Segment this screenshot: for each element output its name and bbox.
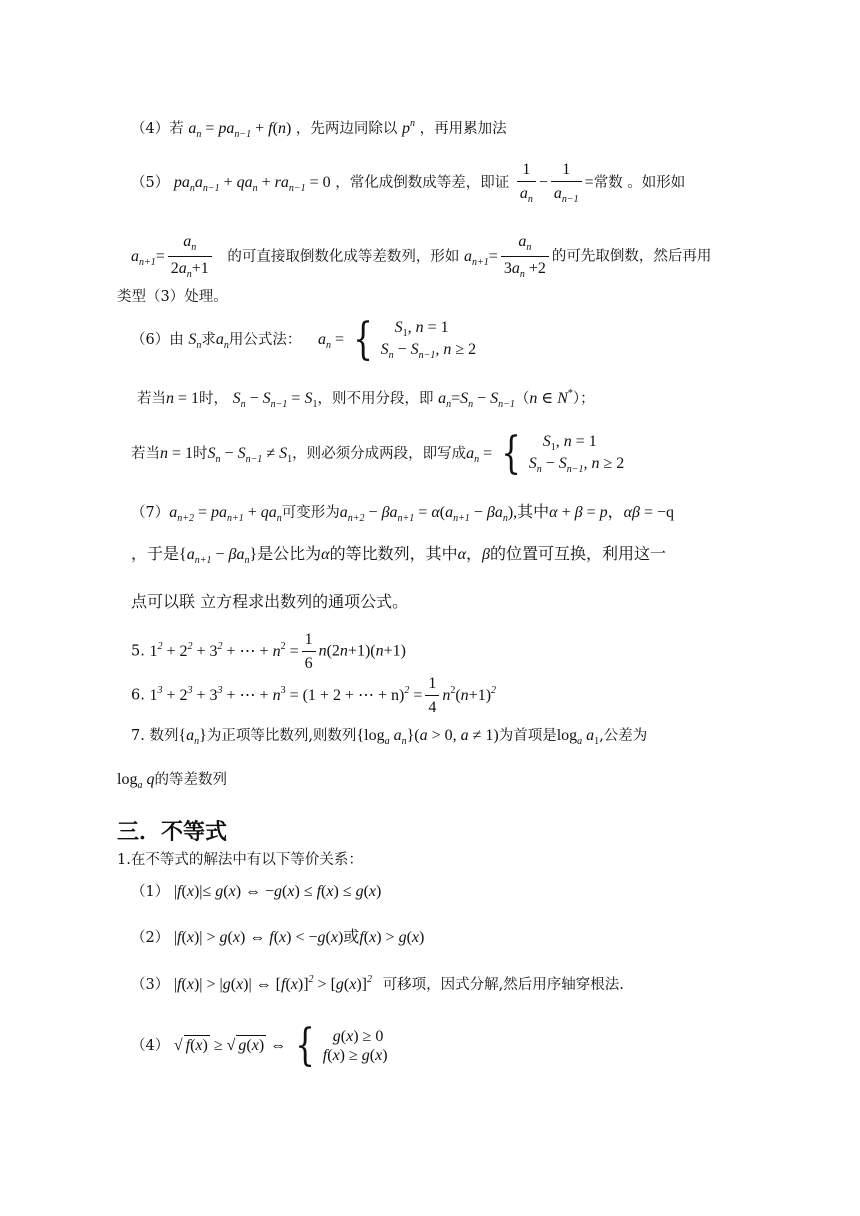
rule-7-line3: 点可以联 立方程求出数列的通项公式。 xyxy=(131,592,409,611)
inequality-2: （2） |f(x)| > g(x) ⇔ f(x) < −g(x)或f(x) > g(x) xyxy=(131,929,425,946)
inequality-1: （1） |f(x)|≤ g(x) ⇔ −g(x) ≤ f(x) ≤ g(x) xyxy=(131,883,382,900)
inequality-intro: 1.在不等式的解法中有以下等价关系： xyxy=(117,852,363,868)
rule-6-line2: 若当n = 1时， $S_n - S_{n-1} = S_1$，则不用分段，即 $a_n=S_n - S_{n-1}(n$ ∈ N*）； xyxy=(137,388,595,410)
formula-6: 6. $1^3 + 2^3 + 3^3$ + ⋯ + $n^3 = (1 + 2$ + ⋯ + n)$^2$ = $\frac{1}{4}$ $n^2(n+1)^2$ xyxy=(131,675,497,717)
inequality-3: （3） |f(x)| > |g(x)| ⇔ $[f(x)]^2 > [g(x)]^2$ 可移项，因式分解,然后用序轴穿根法. xyxy=(131,974,624,993)
rule-7: $(7)a_{n+2} = pa_{n+1} + qa_n$可变形为$a_{n+2} - \beta a_{n+1} = \alpha(a_{n+1} - \beta a_n)$,其中α + β = p，αβ = −q xyxy=(131,502,675,524)
rule-5-cont: $a_{n+1}=$ $\frac{a_n}{2a_n+1}$ 的可直接取倒数化成等差数列，形如 $a_{n+1}=$ $\frac{a_n}{3a_n +2}$ 的可先取倒数，然后再用 xyxy=(131,233,712,280)
formula-5: 5. $1^2 + 2^2 + 3^2$ + ⋯ + $n^2$ = $\frac{1}{6}$ n(2n+1)(n+1) xyxy=(131,631,406,673)
rule-6: （6）由 $S_n$求$a_n$用公式法： $a_n$ = { $S_1$, n = 1 $S_n - S_{n-1}$, n ≥ 2 xyxy=(131,314,477,365)
item-7-cont: $\log_a q$的等差数列 xyxy=(117,771,227,791)
item-7: 7. 数列$\{a_n\}$为正项等比数列,则数列{$\log_a$ $a_n\}(a > 0$, a ≠ 1)为首项是$\log_a a_1$,公差为 xyxy=(131,727,648,747)
rule-6-line3: 若当n = 1时$S_n - S_{n-1} \ne S_1$，则必须分成两段，即写成$a_n$ = { $S_1$, n = 1 $S_n - S_{n-1}$, n ≥ 2 xyxy=(131,428,625,479)
section-heading: 三．不等式 xyxy=(117,820,228,845)
rule-5-end: 类型（3）处理。 xyxy=(117,289,228,305)
inequality-4: （4） √ f(x) ≥ √ g(x) ⇔ { g(x) ≥ 0 f(x) ≥ g(x) xyxy=(131,1020,388,1071)
rule-7-line2: ，于是$\{a_{n+1} - \beta a_n\}$是公比为α的等比数列，其中α，β的位置可互换，利用这一 xyxy=(131,544,666,566)
rule-5: （5） $pa_na_{n-1} + qa_n + ra_{n-1} = 0$ ，常化成倒数成等差，即证 $\frac{1}{a_n}$ − $\frac{1}{a_{n-1}}$ =常数 。如形如 xyxy=(131,161,686,206)
rule-4: （4）若 $a_n = pa_{n-1} + f(n)$ ，先两边同除以 $p^n$ ，再用累加法 xyxy=(131,118,507,140)
